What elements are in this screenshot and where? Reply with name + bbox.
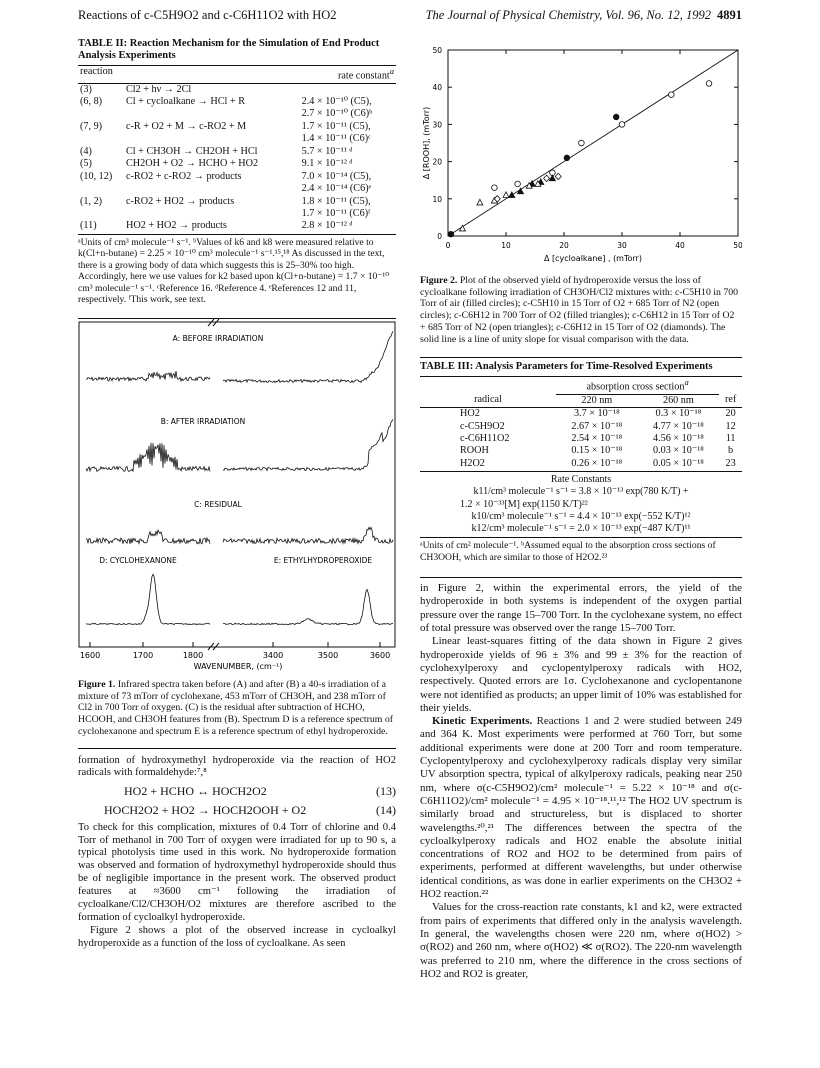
- right-column: [420, 46, 742, 981]
- data-point-open-circle: [579, 140, 585, 146]
- left-paragraph-1: formation of hydroxymethyl hydroperoxide via the reaction of HO2 radicals with formaldehyde:⁷,⁸: [78, 754, 396, 779]
- table3-caption: TABLE III: Analysis Parameters for Time-Resolved Experiments: [420, 361, 713, 373]
- data-point-open-circle: [706, 81, 712, 87]
- table3-cell: 11: [725, 432, 736, 444]
- table3-cell: b: [728, 445, 734, 457]
- data-point-open-circle: [492, 185, 498, 191]
- data-point-open-circle: [669, 92, 675, 98]
- table2-row: [78, 158, 396, 170]
- table2-row: [78, 183, 396, 195]
- figure2-axes: [432, 46, 742, 250]
- figure1-x-axis: [80, 642, 390, 660]
- x-tick-label: 3600: [369, 650, 391, 660]
- table2-cell: 1.8 × 10⁻¹¹ (C5),: [301, 195, 371, 207]
- spectrum-c-trace-left: [86, 530, 210, 544]
- table3-span-header: absorption cross section$^a$: [556, 376, 719, 394]
- spectrum-e-trace: [223, 589, 393, 624]
- spectrum-d-trace: [86, 574, 210, 624]
- table2-header: [78, 65, 396, 83]
- data-point-diamond: [555, 173, 561, 179]
- figure1-x-label: WAVENUMBER, (cm⁻¹): [193, 661, 283, 671]
- spectra-traces: [86, 331, 393, 624]
- page-number: 4891: [717, 8, 742, 22]
- table2-cell: [78, 208, 124, 220]
- table3-cell: HO2: [460, 408, 480, 420]
- table2-cell: 1.7 × 10⁻¹¹ (C5),: [301, 120, 371, 132]
- table3-row: [420, 458, 742, 470]
- table3-cell: 0.15 × 10⁻¹⁸: [571, 445, 623, 457]
- spectrum-c-trace-right: [223, 527, 393, 543]
- header-journal: The Journal of Physical Chemistry, Vol. 96, No. 12, 1992 4891: [425, 8, 742, 22]
- spectrum-c-label: C: RESIDUAL: [194, 499, 242, 509]
- table2-cell: (4): [80, 145, 92, 157]
- table2-col-rate: rate constant$^a$: [337, 65, 394, 82]
- table2-cell: 5.7 × 10⁻¹¹ ᵈ: [301, 145, 353, 157]
- figure2-y-label: Δ [ROOH], (mTorr): [422, 106, 431, 180]
- table2-footnote: ᵃUnits of cm³ molecule⁻¹ s⁻¹. ᵇValues of k6 and k8 were measured relative to k(Cl+n-butane) = 2.25 × 10⁻¹⁰ cm³ molecule⁻¹ s⁻¹.¹⁵,¹⁸ As discussed in the text, there is a growing body of data which suggests this is 25–30% too high. Accordingly, here we use values for k2 based upon k(Cl+n-butane) = 1.7 × 10⁻¹⁰ cm³ molecule⁻¹ s⁻¹. ᶜReference 16. ᵈReference 4. ᵉReferences 12 and 11, respectively. ᶠThis work, see text.: [78, 236, 390, 306]
- figure1: [78, 318, 396, 738]
- table2-cell: (1, 2): [80, 195, 103, 207]
- x-tick-label: 3400: [262, 650, 284, 660]
- table3-row: [420, 408, 742, 421]
- figure2-marks: [448, 50, 738, 237]
- table3-cell: 12: [725, 420, 736, 432]
- rate-constants: Rate Constants k11/cm³ molecule⁻¹ s⁻¹ = 3.8 × 10⁻¹³ exp(780 K/T) + 1.2 × 10⁻³³[M] exp(1150 K/T)²² k10/cm³ molecule⁻¹ s⁻¹ = 4.4 × 10⁻¹³ exp(−552 K/T)¹² k12/cm³ molecule⁻¹ s⁻¹ = 2.0 × 10⁻¹³ exp(−487 K/T)¹¹: [420, 471, 742, 535]
- table2-cell: (7, 9): [80, 120, 103, 132]
- table3-cell: 2.67 × 10⁻¹⁸: [571, 420, 623, 432]
- left-paragraph-2: To check for this complication, mixtures of 0.4 Torr of chlorine and 0.4 Torr of methanol in 700 Torr of oxygen were irradiated for up to 90 s, a typical photolysis time used in this work. No hydroperoxide formation was observed and formation of hydroxymethyl hydroperoxide should thus be of negligible importance in the present work. The observed product features at ≈3600 cm⁻¹ following the irradiation of cycloalkane/Cl2/CH3OH/O2 mixtures are therefore ascribed to the formation of cycloalkyl hydroperoxide.: [78, 821, 396, 924]
- table2-cell: 7.0 × 10⁻¹⁴ (C5),: [301, 170, 372, 182]
- data-point-filled-triangle: [549, 175, 555, 181]
- table2-row: [78, 208, 396, 220]
- table3-cell: 0.03 × 10⁻¹⁸: [652, 445, 704, 457]
- table3-cell: c-C6H11O2: [460, 432, 510, 444]
- table3-cell: c-C5H9O2: [460, 420, 505, 432]
- figure1-caption: Figure 1. Infrared spectra taken before (A) and after (B) a 40-s irradiation of a mixture of 73 mTorr of cyclohexane, 453 mTorr of CH3OH, and 238 mTorr of Cl2 in 700 Torr of oxygen. (C) is the residual after subtraction of HCHO, HCOOH, and CH3OH features from (B). Spectrum D is a reference spectrum of cyclohexanone and spectrum E is a reference spectrum of ethyl hydroperoxide.: [78, 678, 394, 737]
- data-point-filled-circle: [564, 155, 570, 161]
- y-tick-label: 50: [432, 46, 442, 55]
- table3-cell: 3.7 × 10⁻¹⁸: [573, 408, 620, 420]
- spectrum-b-label: B: AFTER IRRADIATION: [160, 416, 246, 426]
- table2-row: [78, 108, 396, 120]
- right-paragraph-3: Kinetic Experiments. Reactions 1 and 2 were studied between 249 and 364 K. Most experiments were performed at 760 Torr, but some additional experiments were done at 200 Torr and room temperature. Cyclopentylperoxy and cyclohexylperoxy radicals display very similar UV absorption spectra, typical of alkylperoxy radicals, peaking near 250 nm, where σ(c-C5H9O2)/cm² molecule⁻¹ = 5.22 × 10⁻¹⁸ and σ(c-C6H11O2)/cm² molecule⁻¹ = 4.95 × 10⁻¹⁸.¹¹,¹² The HO2 UV spectrum is similarly broad and structureless, but is displaced to shorter wavelengths.²⁰,²¹ The differences between the spectra of the cycloalkylperoxy radicals and HO2 enable the absolute initial concentrations of RO2 and HO2 to be determined from pairs of experiments, performed at different wavelengths, but under otherwise identical conditions, as was done in earlier experiments on the CH3O2 + HO2 reaction.²²: [420, 715, 742, 901]
- x-tick-label: 50: [733, 241, 742, 250]
- table3-row: [420, 445, 742, 457]
- table2-cell: 9.1 × 10⁻¹² ᵈ: [301, 158, 353, 170]
- right-body-text: [420, 577, 742, 981]
- table2-cell: (6, 8): [80, 96, 103, 108]
- table3-cell: 0.26 × 10⁻¹⁸: [571, 457, 623, 469]
- table2-cell: (5): [80, 158, 92, 170]
- table2-cell: [78, 133, 124, 145]
- table2-cell: 2.7 × 10⁻¹⁰ (C6)ᵇ: [301, 108, 373, 120]
- table2-col-reaction: reaction: [80, 65, 113, 77]
- table3-cell: 23: [725, 457, 736, 469]
- table3-cell: 20: [725, 408, 736, 420]
- table3: [420, 376, 742, 470]
- spectrum-d-label: D: CYCLOHEXANONE: [99, 555, 177, 565]
- left-column: [78, 38, 396, 951]
- equation-13: HO2 + HCHO ↔ HOCH2O2 (13): [124, 784, 396, 799]
- table2-cell: 2.4 × 10⁻¹⁴ (C6)ᵉ: [301, 183, 372, 195]
- spectrum-a-trace-left: [86, 371, 210, 381]
- table2-cell: (10, 12): [80, 170, 113, 182]
- table3-row: [420, 421, 742, 433]
- table3-footnote: ᵃUnits of cm² molecule⁻¹. ᵇAssumed equal to the absorption cross sections of CH3OOH, which are similar to those of H2O2.²³: [420, 540, 716, 563]
- figure2-plot: [420, 46, 742, 268]
- data-point-open-triangle: [503, 192, 509, 198]
- spectrum-b-trace-right: [223, 419, 393, 470]
- x-tick-label: 1700: [132, 650, 154, 660]
- x-tick-label: 1800: [182, 650, 204, 660]
- figure1-plot: [78, 319, 396, 674]
- table2-row: [78, 171, 396, 183]
- table2-cell: [124, 108, 300, 120]
- table2-row: [78, 196, 396, 208]
- table2: [78, 65, 396, 233]
- table3-cell: ROOH: [460, 445, 489, 457]
- table2-cell: 2.8 × 10⁻¹² ᵈ: [301, 220, 353, 232]
- table3-row: [420, 433, 742, 445]
- x-tick-label: 1600: [79, 650, 101, 660]
- table2-cell: c-RO2 + HO2 → products: [126, 195, 235, 207]
- table3-cell: 0.05 × 10⁻¹⁸: [652, 457, 704, 469]
- data-point-diamond: [544, 175, 550, 181]
- x-tick-label: 20: [559, 241, 569, 250]
- table2-row: [78, 220, 396, 232]
- right-paragraph-4: Values for the cross-reaction rate constants, k1 and k2, were extracted from pairs of experiments that differed only in the analysis wavelength. In general, the wavelengths chosen were 220 nm, where σ(HO2) > σ(RO2) and 260 nm, where σ(HO2) ≪ σ(RO2). The 220-nm wavelength was preferred to 210 nm, where the difference in the cross sections of HO2 and RO2 is greater,: [420, 901, 742, 980]
- table2-caption: TABLE II: Reaction Mechanism for the Simulation of End Product Analysis Experiments: [78, 38, 380, 62]
- y-tick-label: 10: [432, 194, 442, 204]
- table2-cell: 2.4 × 10⁻¹⁰ (C5),: [301, 96, 372, 108]
- table2-row: [78, 121, 396, 133]
- table2-row: [78, 146, 396, 158]
- data-point-filled-circle: [613, 114, 619, 120]
- table3-cell: 4.56 × 10⁻¹⁸: [652, 432, 704, 444]
- right-paragraph-1: in Figure 2, within the experimental errors, the yield of the hydroperoxide in both systems is independent of the oxygen partial pressure over the range 15–700 Torr. In the cyclohexane system, no effect of total pressure was observed over the range 15–700 Torr.: [420, 582, 742, 635]
- table2-cell: [78, 183, 124, 195]
- x-tick-label: 10: [501, 241, 511, 250]
- table3-cell: 2.54 × 10⁻¹⁸: [571, 432, 623, 444]
- left-body-text: [78, 748, 396, 951]
- table2-cell: 1.4 × 10⁻¹¹ (C6)ᶜ: [301, 133, 371, 145]
- data-point-open-triangle: [477, 199, 483, 205]
- table2-cell: HO2 + HO2 → products: [126, 220, 227, 232]
- y-tick-label: 40: [432, 83, 442, 93]
- table2-row: [78, 83, 396, 96]
- y-tick-label: 0: [437, 232, 442, 241]
- table2-cell: Cl + CH3OH → CH2OH + HCl: [126, 145, 258, 157]
- x-tick-label: 40: [675, 241, 685, 250]
- equation-14: HOCH2O2 + HO2 → HOCH2OOH + O2 (14): [104, 802, 396, 817]
- table2-cell: c-RO2 + c-RO2 → products: [126, 170, 242, 182]
- y-tick-label: 30: [432, 120, 442, 130]
- table2-cell: [124, 208, 300, 220]
- y-tick-label: 20: [432, 157, 442, 167]
- data-point-filled-triangle: [509, 192, 515, 198]
- table2-cell: (11): [80, 220, 97, 232]
- table2-row: [78, 96, 396, 108]
- data-point-open-circle: [619, 122, 625, 128]
- table2-cell: [124, 133, 300, 145]
- table2-cell: c-R + O2 + M → c-RO2 + M: [126, 120, 247, 132]
- unity-slope-line: [448, 50, 738, 236]
- left-paragraph-3: Figure 2 shows a plot of the observed increase in cycloalkyl hydroperoxide as a function of the loss of cycloalkane. As seen: [78, 924, 396, 949]
- table2-cell: [300, 83, 396, 96]
- data-point-filled-circle: [448, 231, 454, 237]
- table3-cell: H2O2: [460, 457, 485, 469]
- figure2-x-label: Δ [cycloalkane] , (mTorr): [544, 254, 642, 263]
- table2-cell: (3): [80, 83, 92, 95]
- table2-cell: CH2OH + O2 → HCHO + HO2: [126, 158, 259, 170]
- table2-cell: Cl2 + hν → 2Cl: [126, 83, 192, 95]
- x-tick-label: 30: [617, 241, 627, 250]
- running-header: [78, 8, 742, 28]
- table3-cell: 0.3 × 10⁻¹⁸: [655, 408, 702, 420]
- table3-header: radical 220 nm 260 nm ref: [420, 394, 742, 407]
- x-tick-label: 3500: [317, 650, 339, 660]
- spectrum-a-label: A: BEFORE IRRADIATION: [172, 333, 264, 343]
- spectrum-e-label: E: ETHYLHYDROPEROXIDE: [273, 555, 373, 565]
- table2-cell: Cl + cycloalkane → HCl + R: [126, 96, 246, 108]
- table3-cell: 4.77 × 10⁻¹⁸: [652, 420, 704, 432]
- figure2-caption: Figure 2. Plot of the observed yield of hydroperoxide versus the loss of cycloalkane following irradiation of CH3OH/Cl2 mixtures with: c-C5H10 in 700 Torr of air (filled circles); c-C5H10 in 15 Torr of O2 + 685 Torr of N2 (open circles); c-C6H12 in 700 Torr of O2 (filled triangles); c-C6H12 in 15 Torr of O2 + 685 Torr of N2 (open triangles); c-C6H12 in 15 Torr of O2 (diamonds). The solid line is a line of unity slope for visual comparison with the data.: [420, 274, 739, 345]
- table2-cell: [78, 108, 124, 120]
- table2-cell: [124, 183, 300, 195]
- table3-block: [420, 357, 742, 563]
- right-paragraph-2: Linear least-squares fitting of the data shown in Figure 2 gives hydroperoxide yields of 96 ± 3% and 99 ± 3% for the reaction of cyclohexylperoxy and cyclopentylperoxy radicals with HO2, respectively. Quoted errors are 1σ. Cyclohexanone and cyclopentanone were not identified as products; an upper limit of 10% was established for their yields.: [420, 635, 742, 714]
- table2-cell: 1.7 × 10⁻¹¹ (C6)ᶠ: [301, 207, 371, 219]
- data-point-open-circle: [515, 181, 521, 187]
- x-tick-label: 0: [445, 241, 451, 250]
- table2-row: [78, 133, 396, 145]
- header-title: Reactions of c-C5H9O2 and c-C6H11O2 with HO2: [78, 8, 337, 22]
- spectrum-b-trace-left: [86, 443, 210, 472]
